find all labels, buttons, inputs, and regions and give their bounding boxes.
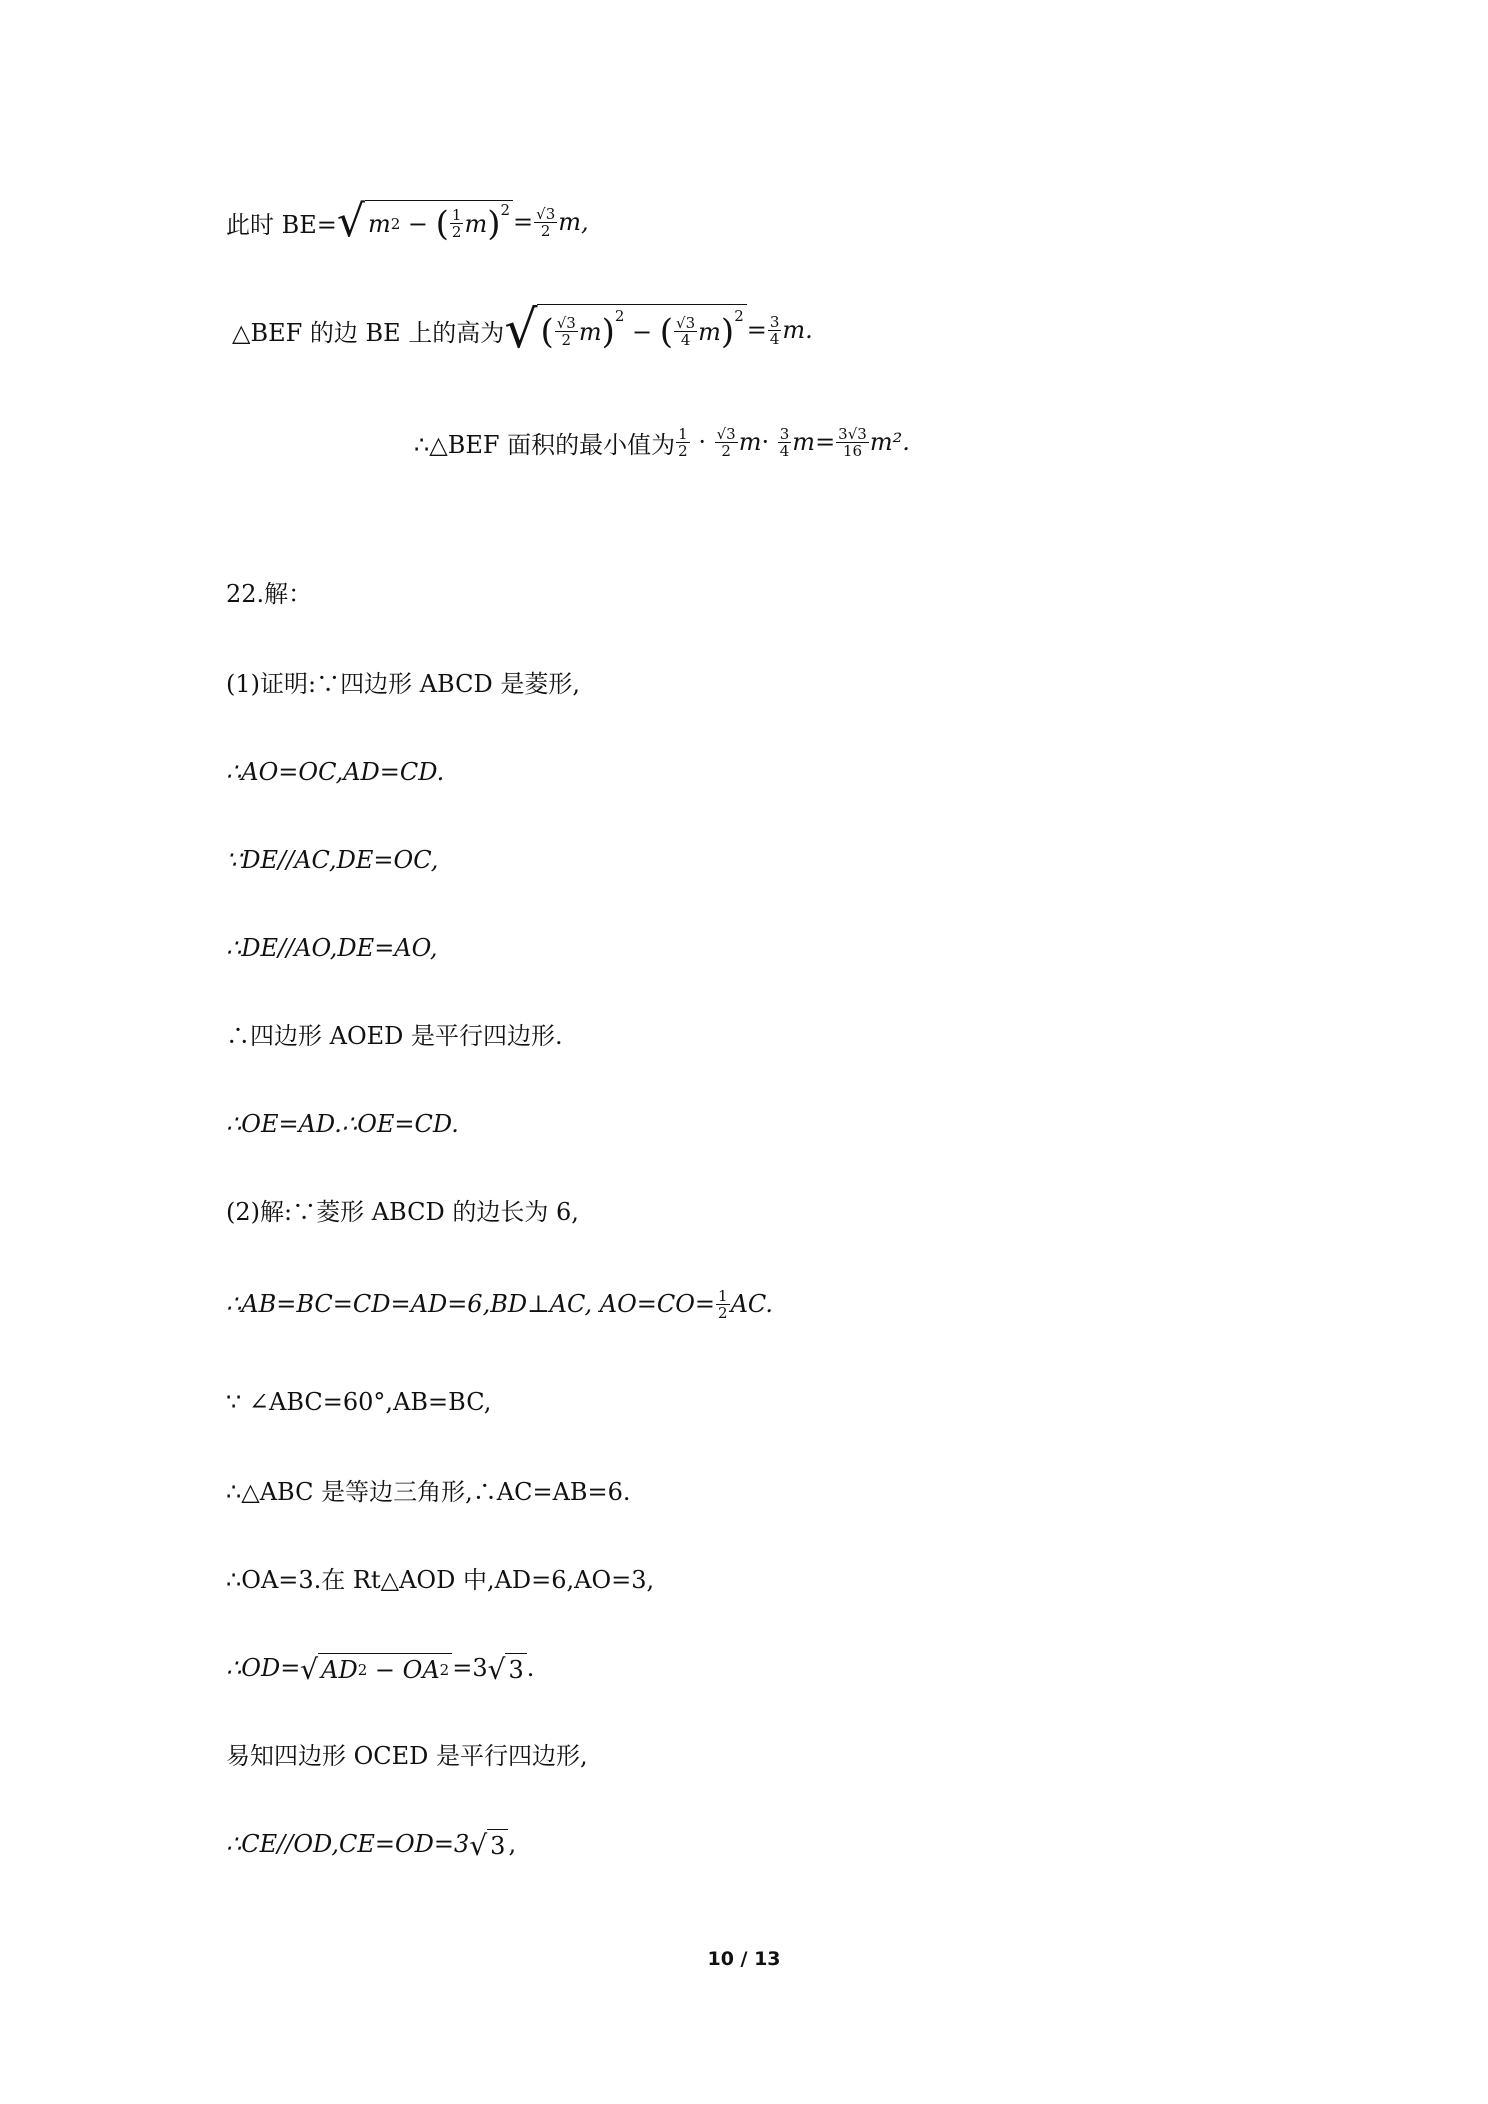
sqrt-expression: √ m 2 − ( $\frac{1}{2}$ m ) 2 [337, 200, 513, 244]
text-line: ∵ ∠ABC=60°,AB=BC, [226, 1388, 492, 1416]
formula-area-suffix: m². [869, 428, 910, 456]
formula-be-suffix: m, [558, 208, 589, 236]
formula-area: ∴△BEF 面积的最小值为 $\frac{1}{2}$ · $\frac{√3}{2}$ m · $\frac{3}{4}$ m = $\frac{3√3}{16}$ m². [414, 424, 910, 460]
text-line-fraction: ∴AB=BC=CD=AD=6,BD⊥AC, AO=CO= $\frac{1}{2}$ AC. [226, 1286, 774, 1322]
text-line-sqrt: ∴OD= √ AD 2 − OA 2 =3 √ 3 . [226, 1652, 535, 1686]
text-line-end: . [526, 1654, 535, 1682]
text-line: ∴OE=AD.∴OE=CD. [226, 1110, 459, 1138]
text-line: (2)解:∵菱形 ABCD 的边长为 6, [226, 1198, 579, 1226]
text-line: ∴AO=OC,AD=CD. [226, 758, 445, 786]
formula-height: △BEF 的边 BE 上的高为 √ ( $\frac{√3}{2}$ m ) 2 − ( $\frac{√3}{4}$ m ) 2 = $\frac{3}{4}$ m. [232, 300, 813, 360]
text-line-part: ∴AB=BC=CD=AD=6,BD⊥AC, AO=CO= [226, 1290, 716, 1318]
formula-be-prefix: 此时 BE= [226, 210, 337, 239]
formula-be: 此时 BE= √ m 2 − ( $\frac{1}{2}$ m ) 2 = $\frac{√3}{2}$ m, [226, 196, 589, 247]
text-line-part: ∴CE//OD,CE=OD=3 [226, 1830, 470, 1858]
sqrt-expression-2: √ ( $\frac{√3}{2}$ m ) 2 − ( $\frac{√3}{4}$ m ) 2 [504, 304, 746, 356]
formula-height-suffix: m. [782, 316, 813, 344]
text-line: ∴△ABC 是等边三角形,∴AC=AB=6. [226, 1478, 631, 1506]
text-line: ∴四边形 AOED 是平行四边形. [226, 1022, 563, 1050]
text-line: ∴OA=3.在 Rt△AOD 中,AD=6,AO=3, [226, 1566, 655, 1594]
problem-heading: 22.解： [226, 580, 313, 608]
text-line-tail: =3 [452, 1654, 488, 1682]
text-line-part: ∴OD= [226, 1654, 301, 1682]
text-line: ∵DE//AC,DE=OC, [226, 846, 439, 874]
page-number: 10 / 13 [707, 1948, 781, 1970]
text-line: (1)证明:∵四边形 ABCD 是菱形, [226, 670, 580, 698]
text-line-tail: AC. [730, 1290, 774, 1318]
formula-height-prefix: △BEF 的边 BE 上的高为 [232, 318, 505, 347]
text-line: ∴DE//AO,DE=AO, [226, 934, 438, 962]
text-line-end: , [508, 1830, 517, 1858]
text-line: 易知四边形 OCED 是平行四边形, [226, 1742, 588, 1770]
text-line-sqrt: ∴CE//OD,CE=OD=3 √ 3 , [226, 1828, 517, 1862]
formula-area-prefix: ∴△BEF 面积的最小值为 [414, 430, 676, 459]
